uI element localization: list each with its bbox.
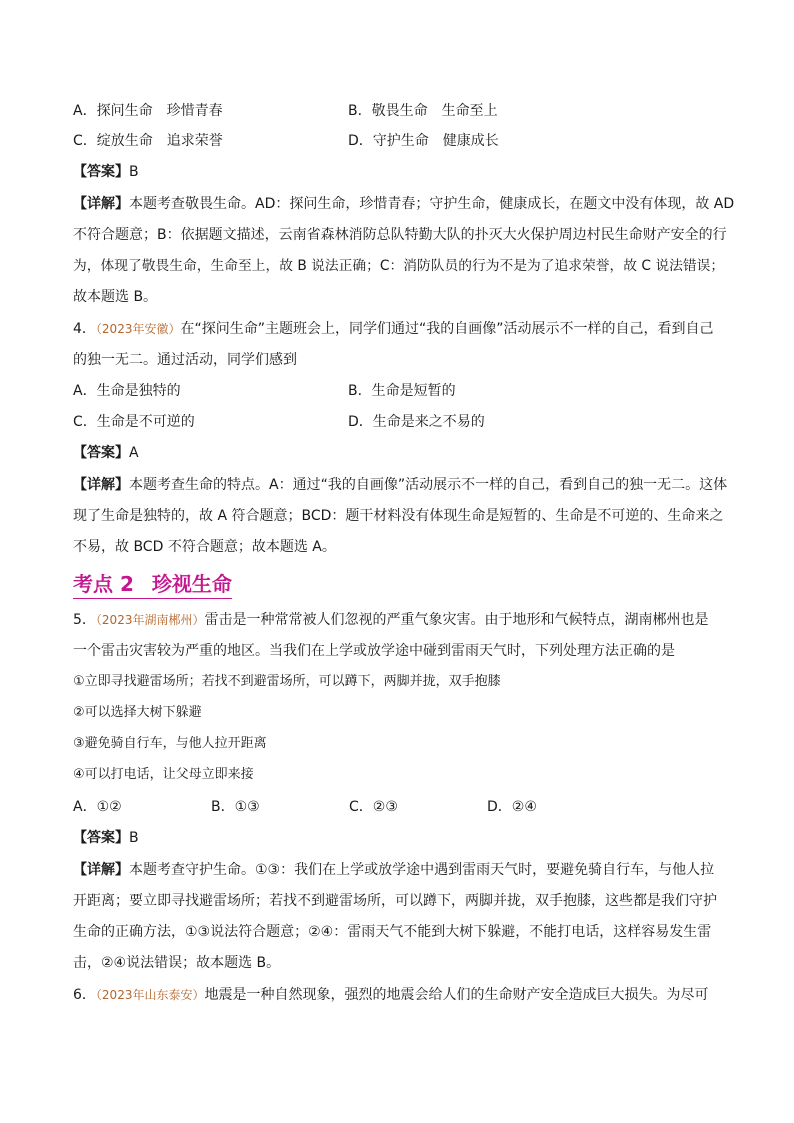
q5-options-row (73, 797, 537, 817)
question-source: （2023年山东泰安） (95, 988, 205, 1002)
section-label: 考点 2 (73, 572, 134, 596)
q4-option-d: D．生命是来之不易的 (348, 414, 485, 430)
q4-detail-line-1 (73, 475, 727, 495)
q5-option-d: D．②④ (487, 799, 537, 815)
detail-tag: 【详解】 (73, 477, 129, 493)
q5-detail-line-1 (73, 860, 714, 880)
question-source: （2023年湖南郴州） (95, 613, 205, 627)
q4-detail-line-3: 不易，故 BCD 不符合题意；故本题选 A。 (73, 539, 336, 555)
q5-item-4: ④可以打电话，让父母立即来接 (73, 767, 254, 782)
detail-text: 本题考查守护生命。①③：我们在上学或放学途中遇到雷雨天气时，要避免骑自行车，与他人拉 (129, 862, 715, 878)
answer-tag: 【答案】 (73, 164, 129, 180)
q5-answer (73, 828, 139, 848)
section-heading (73, 571, 232, 599)
q4-stem-line-2: 的独一无二。通过活动，同学们感到 (73, 352, 297, 368)
answer-value: A (129, 445, 139, 461)
answer-value: B (129, 830, 139, 846)
q3-detail-line-1 (73, 194, 734, 214)
q5-stem-line-1 (73, 610, 708, 630)
q3-detail-line-3: 为，体现了敬畏生命，生命至上，故 B 说法正确；C：消防队员的行为不是为了追求荣誉，故 C 说法错误； (73, 258, 725, 274)
q3-answer (73, 162, 139, 182)
question-source: （2023年安徽） (95, 322, 181, 336)
detail-text: 本题考查生命的特点。A：通过“我的自画像”活动展示不一样的自己，看到自己的独一无二。这体 (129, 477, 728, 493)
question-number: 4． (73, 321, 96, 337)
q4-option-c: C．生命是不可逆的 (73, 414, 195, 430)
q5-item-2: ②可以选择大树下躲避 (73, 705, 202, 720)
stem-text: 在“探问生命”主题班会上，同学们通过“我的自画像”活动展示不一样的自己，看到自己 (180, 321, 714, 337)
detail-text: 本题考查敬畏生命。AD：探问生命，珍惜青春；守护生命，健康成长，在题文中没有体现，故 AD (129, 196, 735, 212)
q5-option-c: C．②③ (349, 799, 398, 815)
detail-tag: 【详解】 (73, 862, 129, 878)
section-title: 珍视生命 (151, 572, 232, 596)
q3-option-a: A．探问生命 珍惜青春 (73, 103, 223, 119)
q5-detail-line-2: 开距离；要立即寻找避雷场所；若找不到避雷场所，可以蹲下，两脚并拢，双手抱膝，这些都是我们守护 (73, 893, 717, 909)
question-number: 5． (73, 612, 96, 628)
q5-item-1: ①立即寻找避雷场所；若找不到避雷场所，可以蹲下，两脚并拢，双手抱膝 (73, 674, 501, 689)
q4-detail-line-2: 现了生命是独特的，故 A 符合题意；BCD：题干材料没有体现生命是短暂的、生命是不可逆的、生命来之 (73, 508, 724, 524)
question-number: 6． (73, 987, 96, 1003)
q3-option-c: C．绽放生命 追求荣誉 (73, 133, 223, 149)
q3-detail-line-4: 故本题选 B。 (73, 289, 158, 305)
q5-item-3: ③避免骑自行车，与他人拉开距离 (73, 736, 267, 751)
q5-stem-line-2: 一个雷击灾害较为严重的地区。当我们在上学或放学途中碰到雷雨天气时，下列处理方法正确的是 (73, 643, 675, 659)
q6-stem-line-1 (73, 985, 708, 1005)
answer-value: B (129, 164, 139, 180)
answer-tag: 【答案】 (73, 830, 129, 846)
q3-detail-line-2: 不符合题意；B：依据题文描述，云南省森林消防总队特勤大队的扑灭大火保护周边村民生命财产安全的行 (73, 227, 727, 243)
q3-option-b: B．敬畏生命 生命至上 (348, 103, 498, 119)
q5-detail-line-4: 击，②④说法错误；故本题选 B。 (73, 955, 281, 971)
q4-answer (73, 443, 139, 463)
q5-option-b: B．①③ (211, 799, 260, 815)
q4-stem-line-1 (73, 319, 713, 339)
q4-option-b: B．生命是短暂的 (348, 383, 456, 399)
q5-option-a: A．①② (73, 799, 122, 815)
q3-option-d: D．守护生命 健康成长 (348, 133, 499, 149)
q4-option-a: A．生命是独特的 (73, 383, 181, 399)
stem-text: 雷击是一种常常被人们忽视的严重气象灾害。由于地形和气候特点，湖南郴州也是 (204, 612, 709, 628)
answer-tag: 【答案】 (73, 445, 129, 461)
q5-detail-line-3: 生命的正确方法，①③说法符合题意；②④：雷雨天气不能到大树下躲避，不能打电话，这样容易发生雷 (73, 924, 712, 940)
stem-text: 地震是一种自然现象，强烈的地震会给人们的生命财产安全造成巨大损失。为尽可 (204, 987, 709, 1003)
detail-tag: 【详解】 (73, 196, 129, 212)
